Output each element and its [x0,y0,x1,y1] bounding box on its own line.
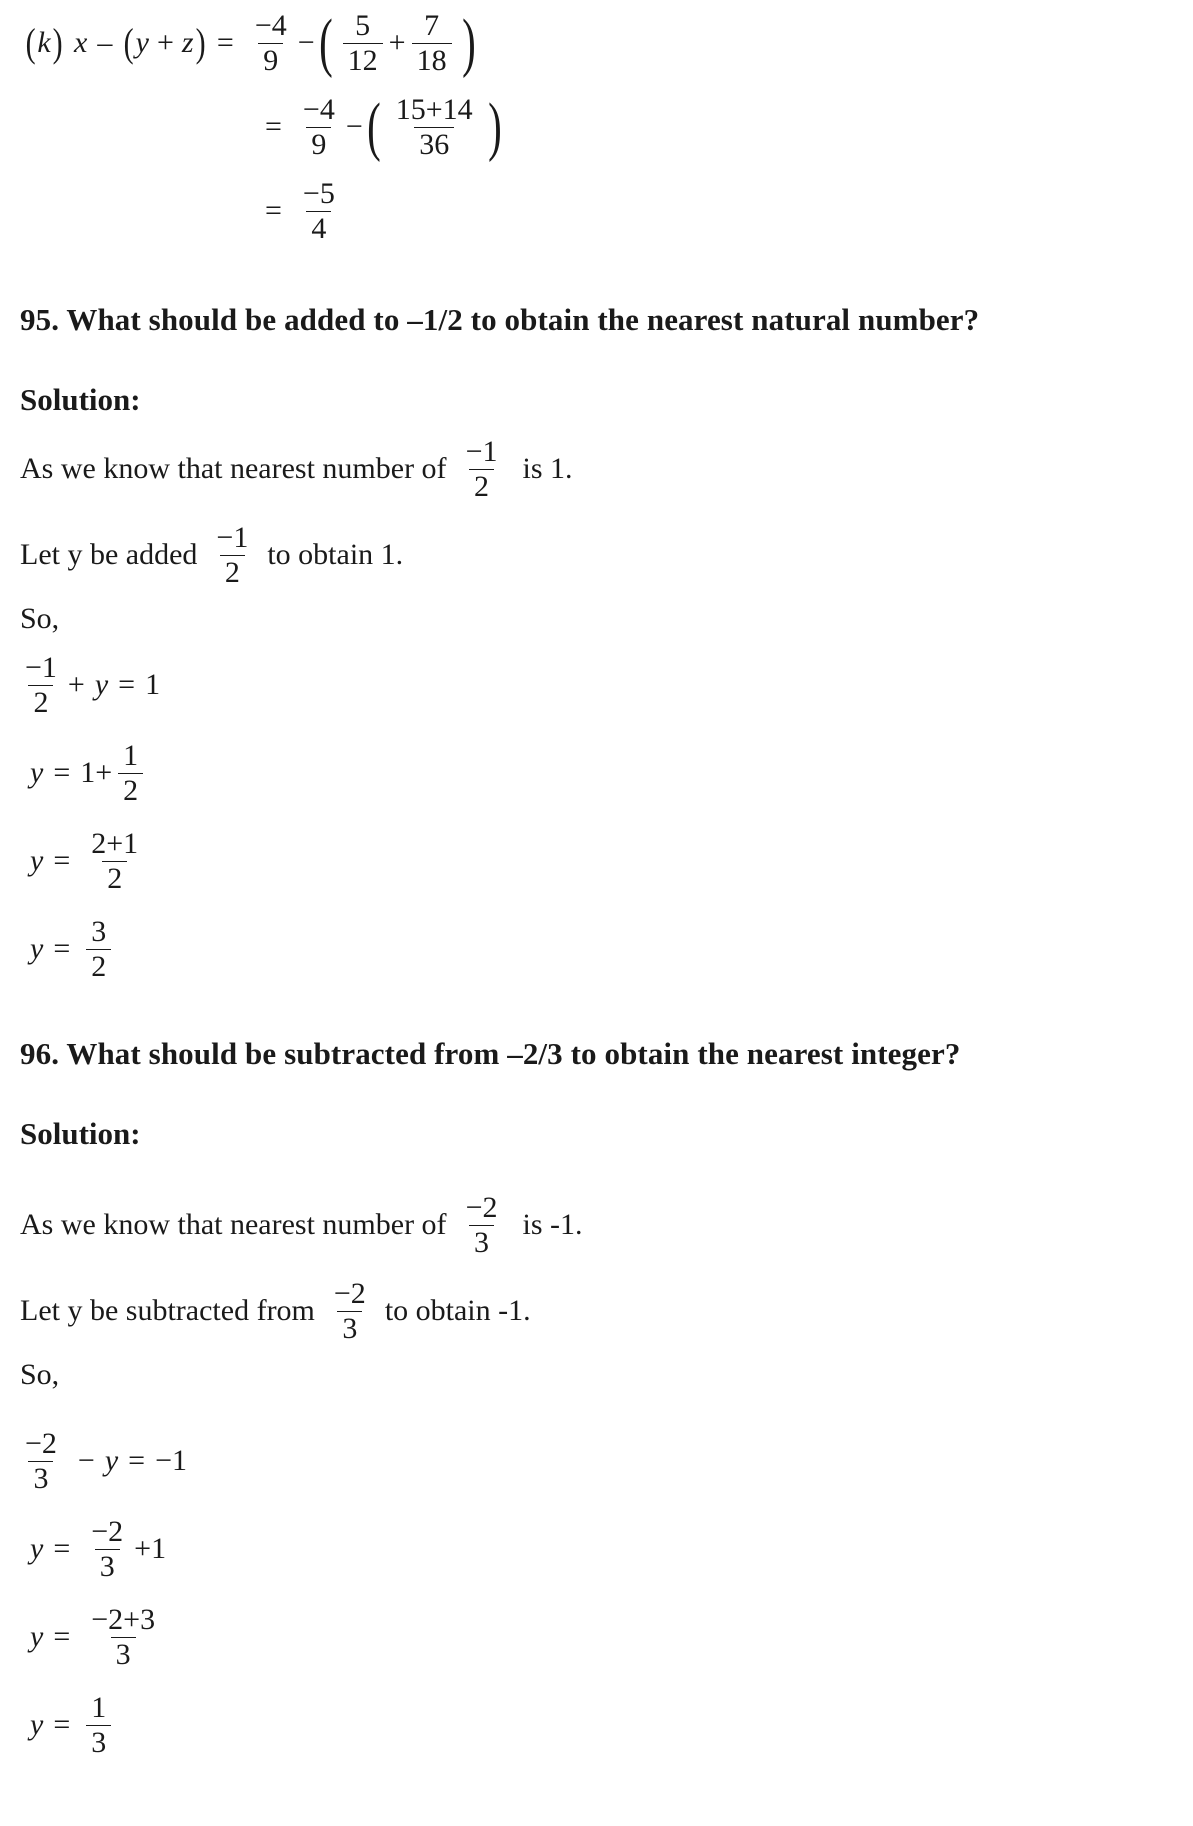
q96-eq1-equals: = [128,1444,146,1477]
question-96 [20,1036,1173,1758]
q96-eq4-equals: = [53,1708,71,1741]
frac-15plus14-over-36: $\frac{15+14}{36}$ [395,93,473,161]
q96-let-frac: $\frac{-2}{3}$ [333,1277,366,1345]
q95-intro-post: is 1. [522,452,573,485]
paren-close-2: ) [487,90,502,164]
q95-eq3-frac: $\frac{2+1}{2}$ [91,827,139,895]
q95-eq2-frac: $\frac{1}{2}$ [118,740,143,806]
question-95 [20,302,1173,982]
q95-equation-4 [30,916,1173,982]
q95-equation-2 [30,740,1173,806]
q95-eq2-plus: + [95,756,113,789]
question-96-let-line [20,1278,1173,1344]
equals-1: = [216,26,234,59]
q95-let-frac: $\frac{-1}{2}$ [216,521,249,589]
lhs-z: z [181,26,194,59]
paren-open-group: ( [123,20,134,65]
q96-eq3-frac: $\frac{-2+3}{3}$ [91,1603,156,1671]
question-95-title: What should be added to –1/2 to obtain the nearest natural number? [66,302,980,337]
q95-let-post: to obtain 1. [267,538,404,571]
q96-equation-2 [30,1516,1173,1582]
frac-7-over-18: $\frac{7}{18}$ [412,10,452,76]
lhs-plus: + [156,26,174,59]
q95-eq3-y: y [30,844,44,877]
q96-eq1-y: y [104,1444,119,1477]
op-minus-1: − [297,26,315,59]
q96-intro-pre: As we know that nearest number of [20,1208,447,1241]
lhs-y: y [135,26,149,59]
q96-eq2-frac: $\frac{-2}{3}$ [91,1515,124,1583]
q96-eq4-frac: $\frac{1}{3}$ [86,1692,111,1758]
paren-open-1: ( [318,6,333,80]
q95-eq1-frac: $\frac{-1}{2}$ [25,651,57,719]
q96-eq1-minus: − [77,1444,95,1477]
equals-2: = [265,110,282,143]
question-96-number: 96. [20,1036,60,1071]
q95-eq4-equals: = [53,932,71,965]
q95-let-pre: Let y be added [20,538,198,571]
question-95-number: 95. [20,302,60,337]
question-95-let-line [20,522,1173,588]
q95-eq1-y: y [94,668,109,701]
q96-equation-1 [20,1428,1173,1494]
worked-example-line-3 [265,160,1173,244]
q96-eq1-rhs: −1 [155,1444,188,1477]
q95-eq4-y: y [30,932,44,965]
question-96-heading [20,1036,1173,1072]
q95-eq2-y: y [30,756,44,789]
q96-intro-frac: $\frac{-2}{3}$ [465,1191,498,1259]
question-95-intro-line [20,436,1173,502]
frac-minus5-over-4: $\frac{-5}{4}$ [302,177,335,245]
q95-eq1-rhs: 1 [145,668,161,701]
q96-eq2-one: 1 [151,1532,167,1565]
question-96-solution-label: Solution: [20,1116,141,1151]
q95-eq4-frac: $\frac{3}{2}$ [86,916,111,982]
question-95-solution-label: Solution: [20,382,141,417]
q95-eq2-equals: = [53,756,71,789]
paren-open-label: ( [25,20,36,65]
paren-close-1: ) [461,6,476,80]
q95-eq1-equals: = [118,668,136,701]
q96-eq2-y: y [30,1532,44,1565]
q95-intro-pre: As we know that nearest number of [20,452,447,485]
example-label-text: k [37,26,51,59]
q96-equation-3 [30,1604,1173,1670]
q95-so: So, [20,602,60,635]
q96-eq4-y: y [30,1708,44,1741]
q96-eq2-equals: = [53,1532,71,1565]
equals-3: = [265,194,282,227]
q95-eq2-one: 1 [80,756,96,789]
lhs-minus: – [97,26,113,59]
q95-eq1-plus: + [67,668,85,701]
frac-5-over-12: $\frac{5}{12}$ [343,10,383,76]
q96-let-post: to obtain -1. [384,1294,531,1327]
worked-example-line-1 [24,6,1173,80]
q95-equation-1 [20,652,1173,718]
lhs-x: x [73,26,88,59]
q96-equation-4 [30,1692,1173,1758]
q96-intro-post: is -1. [522,1208,583,1241]
op-plus-1: + [388,26,406,59]
op-minus-2: − [345,110,363,143]
q95-intro-frac: $\frac{-1}{2}$ [465,435,498,503]
q96-so: So, [20,1358,60,1391]
worked-example-k [20,6,1173,245]
q96-let-pre: Let y be subtracted from [20,1294,315,1327]
frac-minus4-over-9-b: $\frac{-4}{9}$ [302,93,335,161]
paren-close-group: ) [195,20,206,65]
question-96-intro-line [20,1192,1173,1258]
q96-eq1-frac: $\frac{-2}{3}$ [25,1427,57,1495]
q96-eq3-equals: = [53,1620,71,1653]
question-95-heading [20,302,1173,338]
q95-eq3-equals: = [53,844,71,877]
worked-example-line-2 [265,76,1173,164]
paren-close-label: ) [52,20,63,65]
q96-eq3-y: y [30,1620,44,1653]
q96-eq2-plus: + [134,1532,152,1565]
q95-equation-3 [30,828,1173,894]
paren-open-2: ( [366,90,381,164]
frac-minus4-over-9: $\frac{-4}{9}$ [254,9,287,77]
question-96-title: What should be subtracted from –2/3 to obtain the nearest integer? [66,1036,961,1071]
